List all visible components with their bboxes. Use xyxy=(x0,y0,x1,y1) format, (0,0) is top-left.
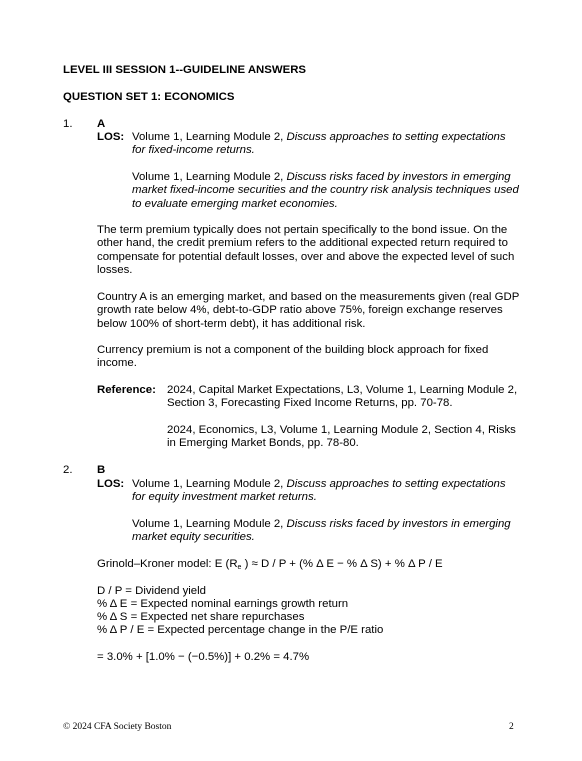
los-prefix: Volume 1, Learning Module 2, xyxy=(132,518,287,530)
los-objective: Discuss approaches to setting expectations for fixed-income returns. xyxy=(132,131,506,157)
los-text xyxy=(132,478,522,505)
definition-line: % Δ P / E = Expected percentage change in the P/E ratio xyxy=(97,624,384,636)
los-text xyxy=(132,518,522,545)
los-text xyxy=(132,131,522,158)
los-label: LOS: xyxy=(97,131,125,143)
los-objective: Discuss risks faced by investors in emerging market equity securities. xyxy=(132,518,511,544)
reference-text: 2024, Capital Market Expectations, L3, Volume 1, Learning Module 2, Section 3, Forecasting Fixed Income Returns, pp. 70-78. xyxy=(167,384,518,410)
explanation-paragraph: Country A is an emerging market, and based on the measurements given (real GDP growth rate below 4%, debt-to-GDP ratio above 75%, foreign exchange reserves below 100% of short-term debt), it has additional risk. xyxy=(97,291,520,330)
question-set-heading: QUESTION SET 1: ECONOMICS xyxy=(63,91,235,103)
los-prefix: Volume 1, Learning Module 2, xyxy=(132,478,287,490)
question-number: 1. xyxy=(63,118,73,130)
definition-line: % Δ S = Expected net share repurchases xyxy=(97,611,305,623)
los-text xyxy=(132,171,522,211)
calculation-line: = 3.0% + [1.0% − (−0.5%)] + 0.2% = 4.7% xyxy=(97,651,310,663)
los-objective: Discuss risks faced by investors in emerging market fixed-income securities and the country risk analysis techniques used to evaluate emerging market economies. xyxy=(132,171,519,210)
formula-prefix: Grinold–Kroner model: E (R xyxy=(97,558,238,570)
definition-line: D / P = Dividend yield xyxy=(97,585,207,597)
explanation-paragraph: Currency premium is not a component of the building block approach for fixed income. xyxy=(97,344,489,370)
reference-label: Reference: xyxy=(97,384,156,396)
definition-line: % Δ E = Expected nominal earnings growth return xyxy=(97,598,349,610)
formula-subscript: e xyxy=(237,564,242,571)
reference-text: 2024, Economics, L3, Volume 1, Learning Module 2, Section 4, Risks in Emerging Market Bonds, pp. 78-80. xyxy=(167,424,516,450)
page-title: LEVEL III SESSION 1--GUIDELINE ANSWERS xyxy=(63,64,307,76)
explanation-paragraph: The term premium typically does not pertain specifically to the bond issue. On the other hand, the credit premium refers to the additional expected return required to compensate for potential default losses, over and above the expected level of such losses. xyxy=(97,224,515,276)
question-number: 2. xyxy=(63,464,73,476)
page-number: 2 xyxy=(509,722,514,732)
model-formula xyxy=(97,558,522,571)
los-prefix: Volume 1, Learning Module 2, xyxy=(132,131,287,143)
answer-letter: B xyxy=(97,464,106,476)
answer-letter: A xyxy=(97,118,106,130)
los-label: LOS: xyxy=(97,478,125,490)
footer-copyright: © 2024 CFA Society Boston xyxy=(63,722,172,732)
los-objective: Discuss approaches to setting expectations for equity investment market returns. xyxy=(132,478,506,504)
los-prefix: Volume 1, Learning Module 2, xyxy=(132,171,287,183)
formula-suffix: ) ≈ D / P + (% Δ E − % Δ S) + % Δ P / E xyxy=(241,558,443,570)
